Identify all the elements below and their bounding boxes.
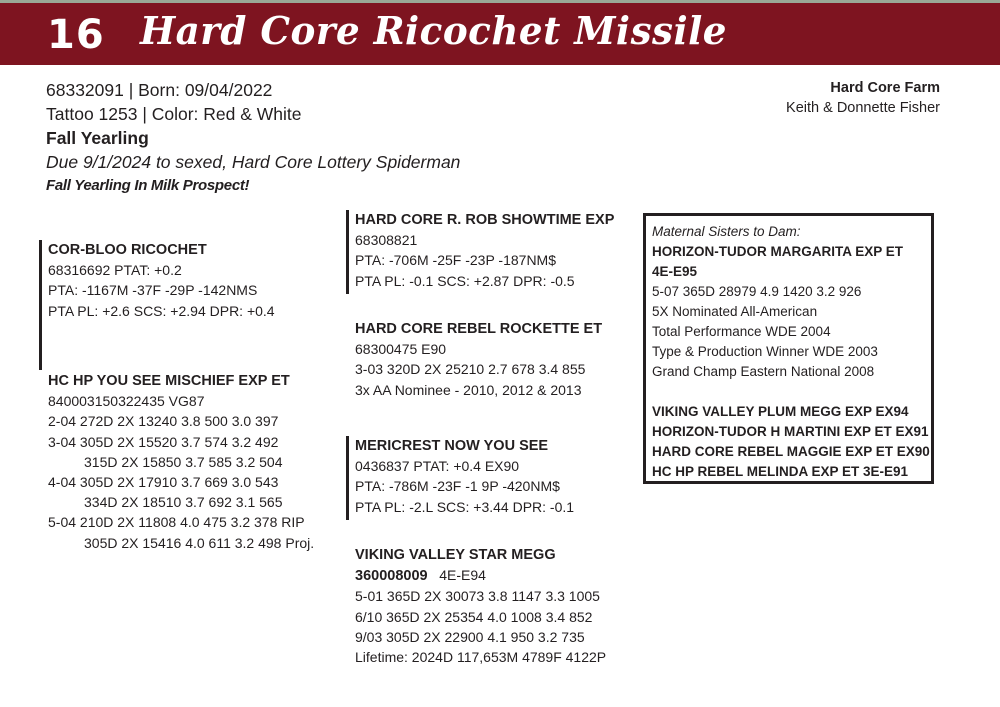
dam-record: 3-04 305D 2X 15520 3.7 574 3.2 492 bbox=[48, 433, 279, 450]
dam-record: 315D 2X 15850 3.7 585 3.2 504 bbox=[84, 453, 283, 470]
sire-sire-detail: PTA: -706M -25F -23P -187NM$ bbox=[355, 252, 557, 269]
owner-names: Keith & Donnette Fisher bbox=[786, 100, 940, 116]
maternal-sisters-heading: Maternal Sisters to Dam: bbox=[652, 224, 801, 239]
dam-detail: 840003150322435 VG87 bbox=[48, 393, 205, 410]
sire-dam-detail: 3-03 320D 2X 25210 2.7 678 3.4 855 bbox=[355, 361, 586, 378]
sire-sire-detail: PTA PL: -0.1 SCS: +2.87 DPR: -0.5 bbox=[355, 272, 575, 289]
animal-name-title: Hard Core Ricochet Missile bbox=[140, 8, 727, 53]
registration-line: 68332091 | Born: 09/04/2022 bbox=[46, 80, 273, 100]
dam-record: 334D 2X 18510 3.7 692 3.1 565 bbox=[84, 494, 283, 511]
lot-number: 16 bbox=[47, 12, 105, 58]
sire-name: COR-BLOO RICOCHET bbox=[48, 242, 207, 258]
maternal-sisters-box bbox=[643, 213, 934, 484]
lead-sister-detail: Grand Champ Eastern National 2008 bbox=[652, 364, 875, 379]
sire-bracket-line bbox=[39, 240, 42, 370]
consignor-info bbox=[786, 78, 940, 118]
sire-dam-name: HARD CORE REBEL ROCKETTE ET bbox=[355, 321, 603, 337]
lead-sister-detail: 5-07 365D 28979 4.9 1420 3.2 926 bbox=[652, 284, 862, 299]
sister-name: HARD CORE REBEL MAGGIE EXP ET EX90 bbox=[652, 444, 930, 459]
lead-sister-detail: Total Performance WDE 2004 bbox=[652, 324, 831, 339]
lead-sister-detail: Type & Production Winner WDE 2003 bbox=[652, 344, 878, 359]
sire-detail: PTA PL: +2.6 SCS: +2.94 DPR: +0.4 bbox=[48, 302, 275, 319]
dam-name: HC HP YOU SEE MISCHIEF EXP ET bbox=[48, 373, 290, 389]
dam-block bbox=[48, 371, 314, 553]
dam-record: 305D 2X 15416 4.0 611 3.2 498 Proj. bbox=[84, 534, 315, 551]
sister-name: HC HP REBEL MELINDA EXP ET 3E-E91 bbox=[652, 464, 909, 479]
sire-sire-name: HARD CORE R. ROB SHOWTIME EXP bbox=[355, 212, 615, 228]
due-date-line: Due 9/1/2024 to sexed, Hard Core Lottery Spiderman bbox=[46, 152, 461, 172]
dam-dam-record: 9/03 305D 2X 22900 4.1 950 3.2 735 bbox=[355, 628, 585, 645]
highlight-note: Fall Yearling In Milk Prospect! bbox=[46, 177, 250, 194]
dam-dam-id: 360008009 bbox=[355, 568, 428, 585]
dam-sire-detail: PTA PL: -2.L SCS: +3.44 DPR: -0.1 bbox=[355, 498, 575, 515]
animal-info bbox=[46, 78, 460, 198]
dam-dam-record: 5-01 365D 2X 30073 3.8 1147 3.3 1005 bbox=[355, 588, 600, 605]
dam-sire-detail: 0436837 PTAT: +0.4 EX90 bbox=[355, 458, 520, 475]
sire-block bbox=[48, 240, 275, 321]
sire-sire-block bbox=[355, 210, 614, 291]
class-label: Fall Yearling bbox=[46, 128, 149, 148]
dam-sire-name: MERICREST NOW YOU SEE bbox=[355, 438, 549, 454]
farm-name: Hard Core Farm bbox=[830, 80, 940, 96]
dam-sire-block bbox=[355, 436, 574, 517]
dam-sire-detail: PTA: -786M -23F -1 9P -420NM$ bbox=[355, 478, 560, 495]
lead-sister-name: HORIZON-TUDOR MARGARITA EXP ET bbox=[652, 244, 903, 259]
dam-record: 2-04 272D 2X 13240 3.8 500 3.0 397 bbox=[48, 413, 279, 430]
dam-record: 4-04 305D 2X 17910 3.7 669 3.0 543 bbox=[48, 474, 279, 491]
sister-name: HORIZON-TUDOR H MARTINI EXP ET EX91 bbox=[652, 424, 929, 439]
dam-dam-record: 6/10 365D 2X 25354 4.0 1008 3.4 852 bbox=[355, 608, 593, 625]
dam-record: 5-04 210D 2X 11808 4.0 475 3.2 378 RIP bbox=[48, 514, 305, 531]
sire-branch-line bbox=[346, 210, 349, 294]
sire-dam-detail: 68300475 E90 bbox=[355, 341, 447, 358]
dam-dam-record: Lifetime: 2024D 117,653M 4789F 4122P bbox=[355, 649, 607, 666]
title-banner bbox=[0, 3, 1000, 65]
tattoo-color-line: Tattoo 1253 | Color: Red & White bbox=[46, 104, 302, 124]
lead-sister-score: 4E-E95 bbox=[652, 264, 698, 279]
sire-detail: PTA: -1167M -37F -29P -142NMS bbox=[48, 282, 258, 299]
sire-detail: 68316692 PTAT: +0.2 bbox=[48, 262, 182, 279]
lead-sister-detail: 5X Nominated All-American bbox=[652, 304, 818, 319]
dam-dam-score: 4E-E94 bbox=[439, 567, 486, 584]
sire-dam-block bbox=[355, 319, 602, 400]
dam-dam-name: VIKING VALLEY STAR MEGG bbox=[355, 547, 556, 563]
sister-name: VIKING VALLEY PLUM MEGG EXP EX94 bbox=[652, 404, 909, 419]
sire-dam-detail: 3x AA Nominee - 2010, 2012 & 2013 bbox=[355, 381, 582, 398]
dam-branch-line bbox=[346, 436, 349, 520]
sire-sire-detail: 68308821 bbox=[355, 232, 418, 249]
dam-dam-block bbox=[355, 545, 606, 667]
